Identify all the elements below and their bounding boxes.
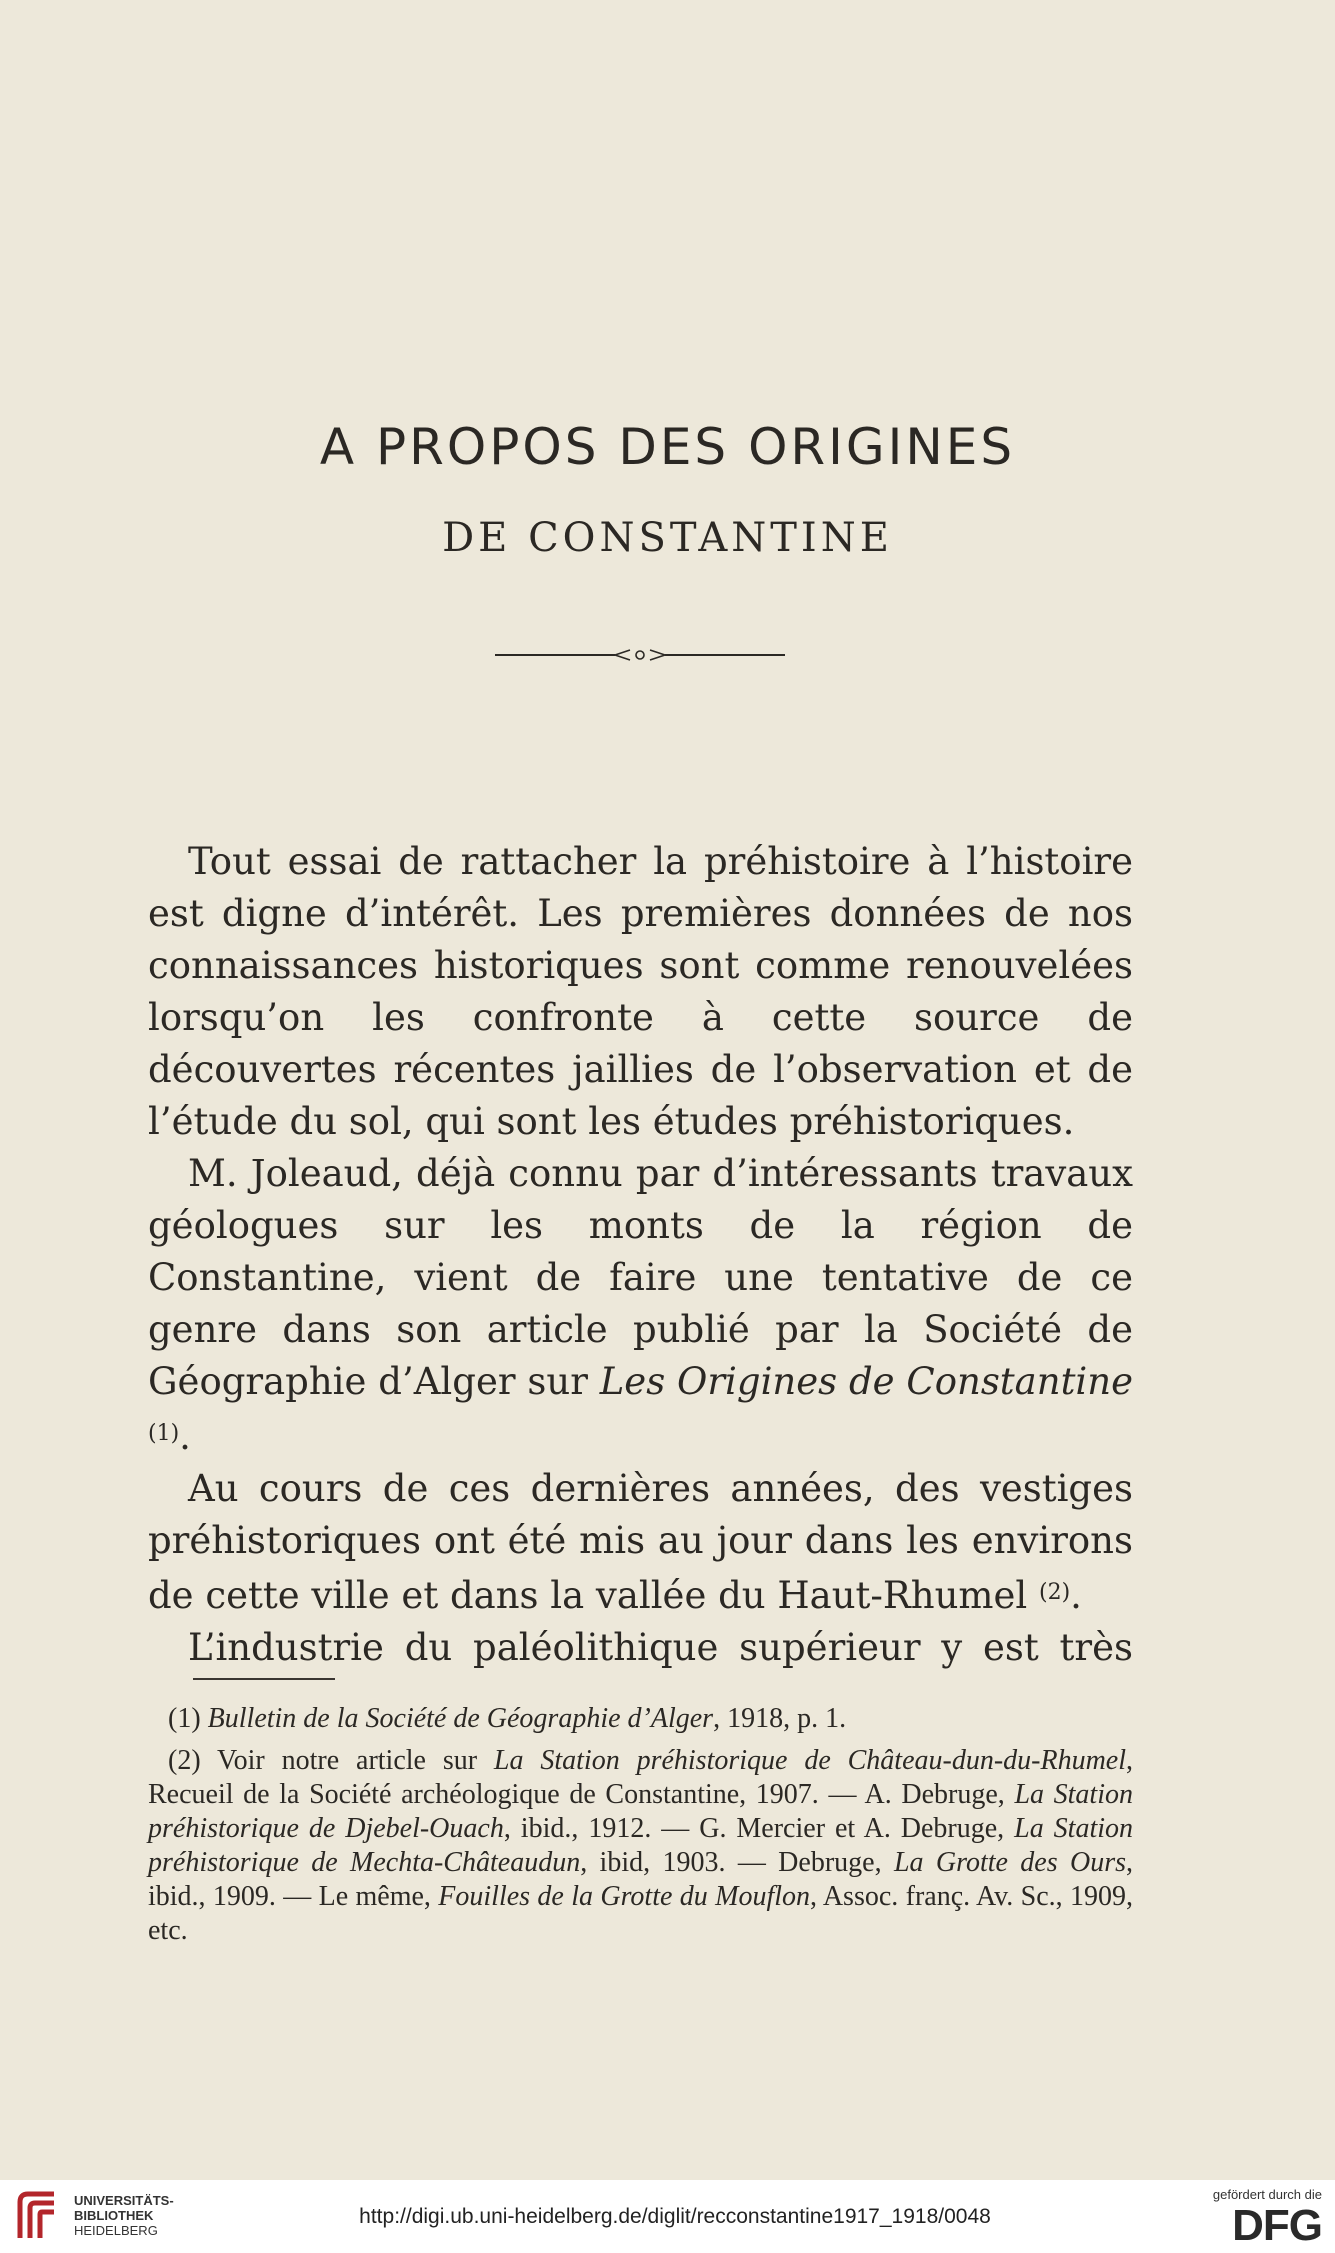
footnotes	[148, 1702, 1133, 1956]
footnote-2-part-b: La Station préhistorique de Château-dun-du-Rhumel	[493, 1745, 1127, 1776]
footnote-1-rest: , 1918, p. 1.	[713, 1703, 847, 1734]
footnote-1-number: (1)	[168, 1703, 201, 1734]
university-library-name	[74, 2193, 174, 2238]
footnote-ref-1: (1)	[148, 1421, 180, 1446]
library-line-3: HEIDELBERG	[74, 2223, 158, 2238]
page-title: A PROPOS DES ORIGINES	[319, 418, 1016, 476]
footnote-rule	[193, 1678, 335, 1680]
footnote-2-part-i: , ibid., 1909. — Le même,	[148, 1847, 1133, 1912]
dfg-logo: DFG	[1232, 2201, 1322, 2250]
paragraph-2-title: Les Origines de Constantine	[599, 1360, 1133, 1403]
footnote-2	[148, 1744, 1133, 1948]
paragraph-3-end: .	[1070, 1574, 1082, 1617]
paragraph-3	[148, 1463, 1133, 1622]
university-library-logo-icon	[14, 2188, 64, 2244]
footnote-2-part-g: , ibid, 1903. — Debruge,	[580, 1847, 894, 1878]
document-url-link[interactable]: http://digi.ub.uni-heidelberg.de/diglit/recconstantine1917_1918/0048	[359, 2205, 991, 2228]
footnote-2-part-d: La Station préhistorique de Djebel-Ouach	[148, 1779, 1133, 1844]
paragraph-2-end: .	[179, 1415, 191, 1458]
footnote-1-title: Bulletin de la Société de Géographie d’Alger	[207, 1703, 714, 1734]
paragraph-1: Tout essai de rattacher la préhistoire à l’histoire est digne d’intérêt. Les premières données de nos connaissances historiques sont comme renouvelées lorsqu’on les confronte à cette source de découvertes récentes jaillies de l’observation et de l’étude du sol, qui sont les études préhistoriques.	[148, 840, 1133, 1143]
footnote-1	[148, 1702, 1133, 1736]
footnote-2-part-a: Voir notre article sur	[217, 1745, 494, 1776]
footnote-ref-2: (2)	[1039, 1580, 1071, 1605]
footnote-2-part-c: , Recueil de la Société archéologique de Constantine, 1907. — A. Debruge,	[148, 1745, 1134, 1810]
funding-label: gefördert durch die	[1212, 2187, 1322, 2202]
footnote-2-part-h: La Grotte des Ours	[893, 1847, 1126, 1878]
paragraph-2-text: M. Joleaud, déjà connu par d’intéressants travaux géologues sur les monts de la région de Constantine, vient de faire une tentative de ce genre dans son article publié par la Société de Géographie d’Alger sur	[148, 1152, 1133, 1403]
footnote-2-part-k: , Assoc. franç. Av. Sc., 1909, etc.	[148, 1881, 1133, 1946]
footnote-2-part-f: La Station préhistorique de Mechta-Châteaudun	[148, 1813, 1134, 1878]
footnote-2-number: (2)	[168, 1745, 201, 1776]
library-line-1: UNIVERSITÄTS-	[74, 2193, 174, 2208]
page-subtitle: DE CONSTANTINE	[442, 515, 893, 561]
ornament-divider	[495, 645, 785, 665]
paragraph-2	[148, 1148, 1133, 1463]
paragraph-4: L’industrie du paléolithique supérieur y est très	[188, 1626, 1133, 1669]
paragraph-3-text: Au cours de ces dernières années, des vestiges préhistoriques ont été mis au jour dans les environs de cette ville et dans la vallée du Haut-Rhumel	[148, 1467, 1133, 1617]
footnote-2-part-j: Fouilles de la Grotte du Mouflon	[438, 1881, 811, 1912]
footnote-2-part-e: , ibid., 1912. — G. Mercier et A. Debruge,	[503, 1813, 1015, 1844]
body-text	[148, 836, 1133, 1674]
library-line-2: BIBLIOTHEK	[74, 2208, 154, 2223]
